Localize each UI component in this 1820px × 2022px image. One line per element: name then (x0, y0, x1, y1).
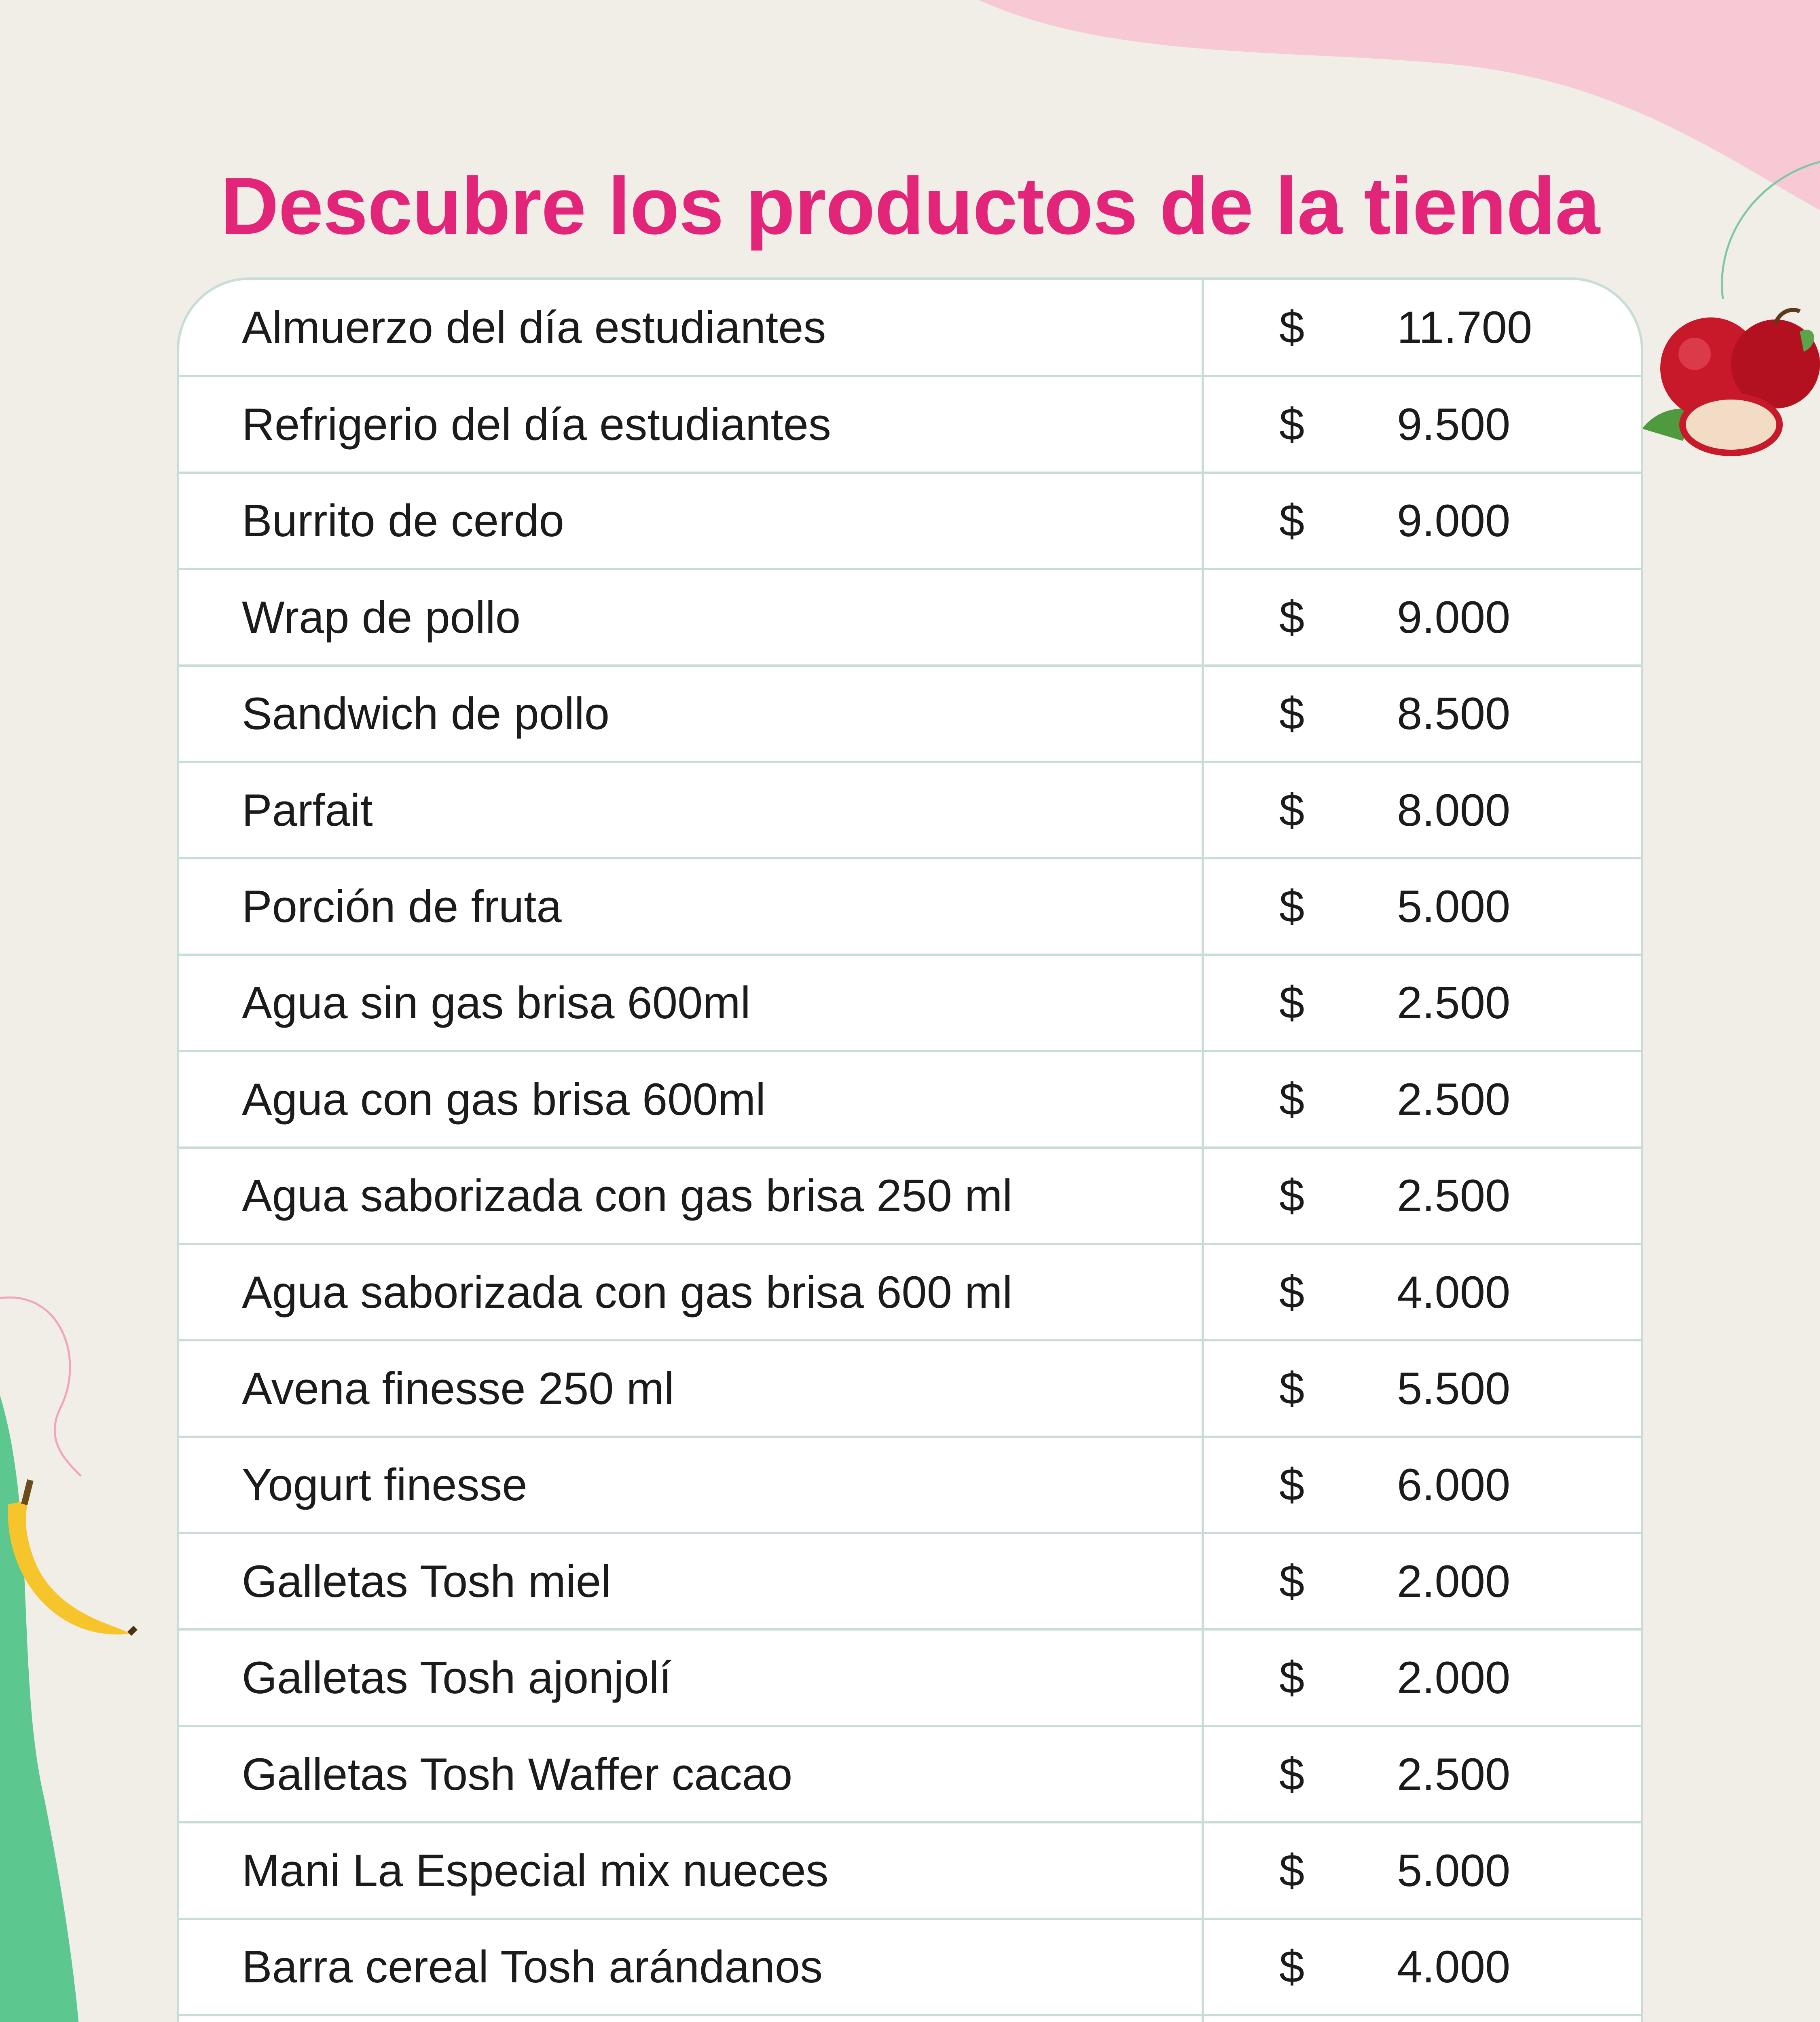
product-name: Mani La Especial mix nueces (179, 1822, 1203, 1918)
currency-symbol: $ (1279, 302, 1305, 353)
product-name (179, 2015, 1203, 2022)
table-row (179, 1051, 1641, 1147)
currency-symbol: $ (1203, 1919, 1332, 2015)
product-price: 6.000 (1332, 1437, 1641, 1533)
product-price: 9.000 (1332, 473, 1641, 569)
table-row (179, 762, 1641, 858)
product-price: 2.500 (1332, 1051, 1641, 1147)
product-price: 2.500 (1332, 1726, 1641, 1822)
currency-symbol: $ (1203, 1629, 1332, 1726)
product-price: 11.700 (1397, 302, 1532, 353)
product-name: Agua saborizada con gas brisa 250 ml (179, 1148, 1203, 1244)
product-name: Agua sin gas brisa 600ml (179, 955, 1203, 1051)
product-name: Barra cereal Tosh arándanos (179, 1919, 1203, 2015)
table-row (179, 280, 1641, 376)
product-price: 5.000 (1332, 858, 1641, 954)
currency-symbol: $ (1203, 1051, 1332, 1147)
product-price: 2.500 (1332, 1148, 1641, 1244)
product-name: Sandwich de pollo (179, 666, 1203, 762)
table-row (179, 1340, 1641, 1436)
table-row (179, 1437, 1641, 1533)
product-price: 4.000 (1332, 1919, 1641, 2015)
currency-symbol: $ (1203, 1244, 1332, 1340)
currency-symbol: $ (1203, 473, 1332, 569)
page-title: Descubre los productos de la tienda (220, 161, 1600, 251)
table-row (179, 955, 1641, 1051)
product-price: 2.500 (1332, 955, 1641, 1051)
product-price (1332, 2015, 1641, 2022)
currency-symbol: $ (1203, 666, 1332, 762)
product-name: Galletas Tosh Waffer cacao (179, 1726, 1203, 1822)
table-row (179, 569, 1641, 665)
table-row (179, 2015, 1641, 2022)
table-row (179, 1244, 1641, 1340)
product-price: 8.000 (1332, 762, 1641, 858)
product-name: Wrap de pollo (179, 569, 1203, 665)
table-row (179, 473, 1641, 569)
currency-symbol: $ (1203, 762, 1332, 858)
product-name: Agua con gas brisa 600ml (179, 1051, 1203, 1147)
product-name: Parfait (179, 762, 1203, 858)
banana-icon (0, 1472, 138, 1666)
table-row (179, 1726, 1641, 1822)
product-name: Almuerzo del día estudiantes (242, 302, 826, 353)
product-name: Avena finesse 250 ml (179, 1340, 1203, 1436)
line-deco-left (0, 1286, 89, 1480)
product-price: 5.500 (1332, 1340, 1641, 1436)
table-row (179, 376, 1641, 472)
table-row (179, 1822, 1641, 1918)
table-row (179, 1919, 1641, 2015)
product-name: Agua saborizada con gas brisa 600 ml (179, 1244, 1203, 1340)
product-name: Galletas Tosh ajonjolí (179, 1629, 1203, 1726)
product-price: 9.500 (1332, 376, 1641, 472)
product-price: 9.000 (1332, 569, 1641, 665)
product-price: 2.000 (1332, 1533, 1641, 1629)
table-row (179, 1629, 1641, 1726)
product-name: Burrito de cerdo (179, 473, 1203, 569)
product-price: 2.000 (1332, 1629, 1641, 1726)
product-price: 8.500 (1332, 666, 1641, 762)
product-name: Galletas Tosh miel (179, 1533, 1203, 1629)
currency-symbol: $ (1203, 1148, 1332, 1244)
table-row (179, 666, 1641, 762)
currency-symbol (1203, 2015, 1332, 2022)
table-row (179, 1533, 1641, 1629)
product-name: Yogurt finesse (179, 1437, 1203, 1533)
currency-symbol: $ (1203, 1437, 1332, 1533)
currency-symbol: $ (1203, 1726, 1332, 1822)
product-name: Refrigerio del día estudiantes (179, 376, 1203, 472)
currency-symbol: $ (1203, 1533, 1332, 1629)
table-row (179, 858, 1641, 954)
currency-symbol: $ (1203, 569, 1332, 665)
product-name: Porción de fruta (179, 858, 1203, 954)
currency-symbol: $ (1203, 1340, 1332, 1436)
table-row (179, 1148, 1641, 1244)
apple-icon (1626, 307, 1820, 461)
currency-symbol: $ (1203, 858, 1332, 954)
price-table (177, 277, 1643, 2022)
currency-symbol: $ (1203, 955, 1332, 1051)
product-price: 4.000 (1332, 1244, 1641, 1340)
currency-symbol: $ (1203, 1822, 1332, 1918)
currency-symbol: $ (1203, 376, 1332, 472)
product-price: 5.000 (1332, 1822, 1641, 1918)
